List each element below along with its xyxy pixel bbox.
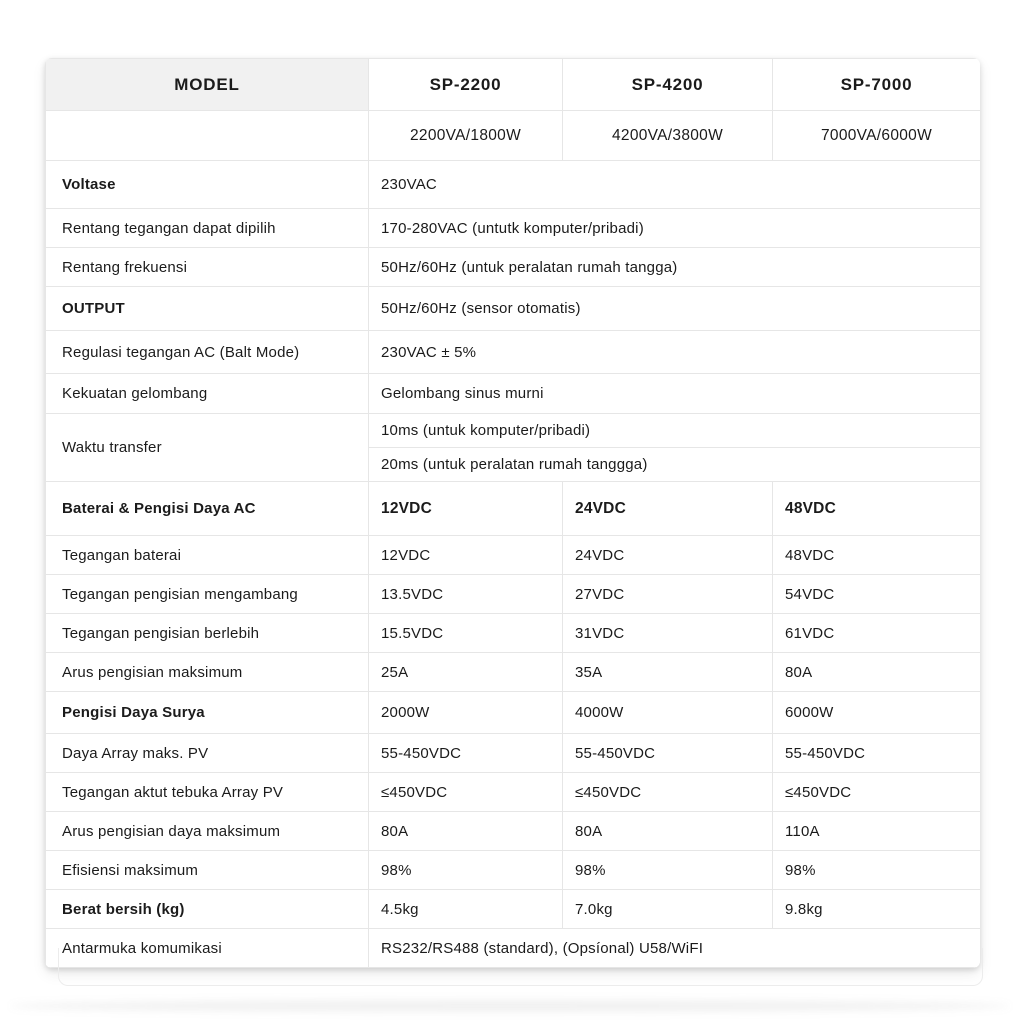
row-value: 9.8kg	[773, 890, 981, 929]
row-label: Daya Array maks. PV	[46, 734, 369, 773]
row-value: 4000W	[563, 692, 773, 734]
spec-row-gelombang	[46, 374, 981, 414]
row-value: 54VDC	[773, 575, 981, 614]
row-label: Efisiensi maksimum	[46, 851, 369, 890]
spec-row-rentang-tegangan	[46, 209, 981, 248]
spec-row-rentang-frekuensi	[46, 248, 981, 287]
row-label: Antarmuka komumikasi	[46, 929, 369, 968]
model-header-cell: MODEL	[46, 59, 369, 111]
capacity-row	[46, 111, 981, 161]
row-value: ≤450VDC	[773, 773, 981, 812]
row-label: Baterai & Pengisi Daya AC	[46, 482, 369, 536]
row-label: Arus pengisian daya maksimum	[46, 812, 369, 851]
row-value: 98%	[773, 851, 981, 890]
row-value: 80A	[563, 812, 773, 851]
page-bottom-shadow	[10, 1000, 1010, 1012]
row-value: 35A	[563, 653, 773, 692]
spec-row-tegangan-terbuka	[46, 773, 981, 812]
spec-table-card	[45, 58, 980, 968]
spec-row-arus-pengisian	[46, 653, 981, 692]
capacity-value: 4200VA/3800W	[563, 111, 773, 161]
row-label: Pengisi Daya Surya	[46, 692, 369, 734]
row-value: 31VDC	[563, 614, 773, 653]
spec-row-efisiensi	[46, 851, 981, 890]
capacity-value: 7000VA/6000W	[773, 111, 981, 161]
row-value: 24VDC	[563, 536, 773, 575]
row-value: 50Hz/60Hz (sensor otomatis)	[369, 287, 981, 331]
row-label: Voltase	[46, 161, 369, 209]
row-value: 55-450VDC	[369, 734, 563, 773]
row-label: Rentang frekuensi	[46, 248, 369, 287]
row-label: Rentang tegangan dapat dipilih	[46, 209, 369, 248]
row-label: Berat bersih (kg)	[46, 890, 369, 929]
row-value: RS232/RS488 (standard), (Opsíonal) U58/WiFI	[369, 929, 981, 968]
row-value: 98%	[563, 851, 773, 890]
row-value: 6000W	[773, 692, 981, 734]
row-label: Regulasi tegangan AC (Balt Mode)	[46, 331, 369, 374]
row-value: 230VAC ± 5%	[369, 331, 981, 374]
row-value: 55-450VDC	[773, 734, 981, 773]
spec-row-baterai-header	[46, 482, 981, 536]
row-value: 48VDC	[773, 536, 981, 575]
model-name-sp4200: SP-4200	[563, 59, 773, 111]
row-value: 50Hz/60Hz (untuk peralatan rumah tangga)	[369, 248, 981, 287]
spec-row-tegangan-baterai	[46, 536, 981, 575]
row-value: 80A	[369, 812, 563, 851]
row-value: 55-450VDC	[563, 734, 773, 773]
row-value: 170-280VAC (untutk komputer/pribadi)	[369, 209, 981, 248]
row-label: Arus pengisian maksimum	[46, 653, 369, 692]
row-value: 230VAC	[369, 161, 981, 209]
row-value: 4.5kg	[369, 890, 563, 929]
capacity-value: 2200VA/1800W	[369, 111, 563, 161]
row-label: Waktu transfer	[46, 414, 369, 482]
row-value: 12VDC	[369, 536, 563, 575]
row-value: 12VDC	[369, 482, 563, 536]
row-label: OUTPUT	[46, 287, 369, 331]
spec-table	[45, 58, 980, 968]
row-label: Kekuatan gelombang	[46, 374, 369, 414]
spec-row-daya-array	[46, 734, 981, 773]
row-value: 15.5VDC	[369, 614, 563, 653]
spec-row-arus-daya-maksimum	[46, 812, 981, 851]
row-value: ≤450VDC	[369, 773, 563, 812]
row-label: Tegangan aktut tebuka Array PV	[46, 773, 369, 812]
model-name-sp7000: SP-7000	[773, 59, 981, 111]
row-value: 27VDC	[563, 575, 773, 614]
spec-row-tegangan-mengambang	[46, 575, 981, 614]
spec-row-waktu-transfer	[46, 414, 981, 448]
row-label: Tegangan pengisian berlebih	[46, 614, 369, 653]
row-value: 110A	[773, 812, 981, 851]
row-value-line2: 20ms (untuk peralatan rumah tanggga)	[369, 448, 981, 482]
table-header-row	[46, 59, 981, 111]
row-label: Tegangan baterai	[46, 536, 369, 575]
row-value: 13.5VDC	[369, 575, 563, 614]
row-value: 98%	[369, 851, 563, 890]
spec-row-voltase	[46, 161, 981, 209]
empty-cell	[46, 111, 369, 161]
model-name-sp2200: SP-2200	[369, 59, 563, 111]
row-value: 25A	[369, 653, 563, 692]
spec-row-berat-bersih	[46, 890, 981, 929]
spec-row-pengisi-surya	[46, 692, 981, 734]
row-value: Gelombang sinus murni	[369, 374, 981, 414]
row-value: 61VDC	[773, 614, 981, 653]
row-value: ≤450VDC	[563, 773, 773, 812]
ghost-card-outline	[58, 948, 983, 986]
spec-row-tegangan-berlebih	[46, 614, 981, 653]
row-value: 48VDC	[773, 482, 981, 536]
row-value-line1: 10ms (untuk komputer/pribadi)	[369, 414, 981, 448]
row-label: Tegangan pengisian mengambang	[46, 575, 369, 614]
row-value: 2000W	[369, 692, 563, 734]
row-value: 24VDC	[563, 482, 773, 536]
row-value: 80A	[773, 653, 981, 692]
row-value: 7.0kg	[563, 890, 773, 929]
spec-row-output	[46, 287, 981, 331]
spec-row-regulasi	[46, 331, 981, 374]
